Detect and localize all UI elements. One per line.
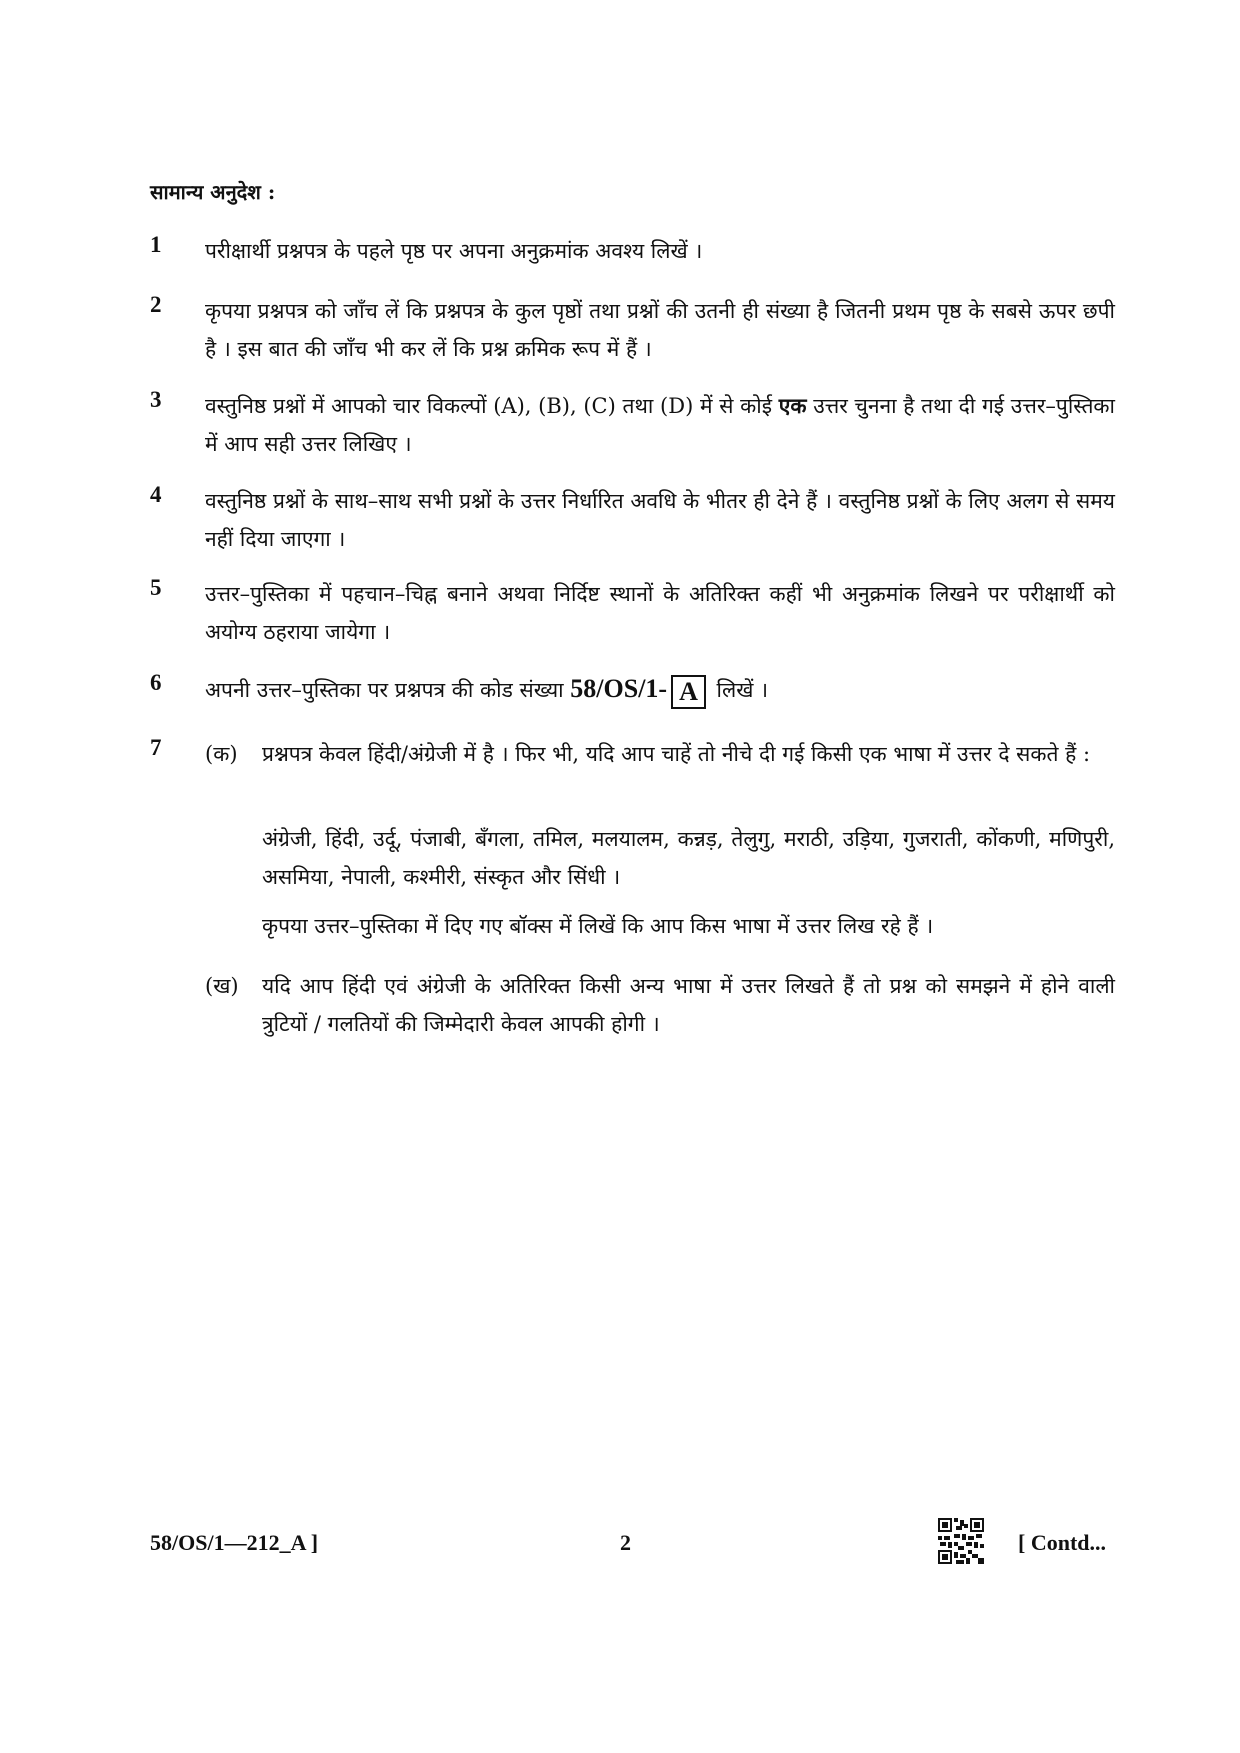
instruction-number: 5 <box>150 575 162 600</box>
instruction-text-part: लिखें । <box>709 678 769 702</box>
continued-label: [ Contd... <box>1018 1530 1107 1555</box>
language-note: कृपया उत्तर–पुस्तिका में दिए गए बॉक्स में लिखें कि आप किस भाषा में उत्तर लिख रहे हैं । <box>262 914 934 938</box>
instruction-number: 2 <box>150 292 162 317</box>
paper-code-footer: 58/OS/1—212_A ] <box>150 1530 319 1555</box>
instruction-text-part: अपनी उत्तर–पुस्तिका पर प्रश्नपत्र की कोड संख्या <box>205 678 571 702</box>
instruction-number: 7 <box>150 735 162 760</box>
question-paper-code: 58/OS/1- <box>570 674 668 703</box>
instruction-text-part: वस्तुनिष्ठ प्रश्नों में आपको चार विकल्पों (A), (B), (C) तथा (D) में से कोई <box>205 394 779 418</box>
instruction-text: परीक्षार्थी प्रश्नपत्र के पहले पृष्ठ पर अपना अनुक्रमांक अवश्य लिखें । <box>205 239 703 263</box>
instruction-number: 1 <box>150 232 162 257</box>
instruction-text <box>205 387 1115 463</box>
sub-instruction-label: (क) <box>205 742 238 766</box>
instruction-text: कृपया प्रश्नपत्र को जाँच लें कि प्रश्नपत्र के कुल पृष्ठों तथा प्रश्नों की उतनी ही संख्या है जितनी प्रथम पृष्ठ के सबसे ऊपर छपी है । इस बात की जाँच भी कर लें कि प्रश्न क्रमिक रूप में हैं । <box>205 299 1115 361</box>
sub-instruction-label: (ख) <box>205 974 239 998</box>
instruction-number: 6 <box>150 670 162 695</box>
sub-instruction-text: प्रश्नपत्र केवल हिंदी/अंग्रेजी में है । फिर भी, यदि आप चाहें तो नीचे दी गई किसी एक भाषा में उत्तर दे सकते हैं : <box>262 742 1091 766</box>
qr-code-icon <box>938 1518 984 1564</box>
language-list: अंग्रेजी, हिंदी, उर्दू, पंजाबी, बँगला, तमिल, मलयालम, कन्नड़, तेलुगु, मराठी, उड़िया, गुजराती, कोंकणी, मणिपुरी, असमिया, नेपाली, कश्मीरी, संस्कृत और सिंधी । <box>262 827 1115 889</box>
page-number: 2 <box>620 1530 631 1555</box>
instruction-text-part: उत्तर चुनना है तथा दी गई उत्तर–पुस्तिका में आप सही उत्तर लिखिए । <box>205 394 1115 456</box>
section-heading: सामान्य अनुदेश : <box>150 180 276 204</box>
instruction-number: 4 <box>150 482 162 507</box>
instruction-number: 3 <box>150 387 162 412</box>
question-paper-set-box: A <box>671 675 706 709</box>
instruction-text: उत्तर–पुस्तिका में पहचान–चिह्न बनाने अथवा निर्दिष्ट स्थानों के अतिरिक्त कहीं भी अनुक्रमांक लिखने पर परीक्षार्थी को अयोग्य ठहराया जायेगा । <box>205 582 1115 644</box>
instruction-text <box>205 670 1115 709</box>
instruction-text: वस्तुनिष्ठ प्रश्नों के साथ–साथ सभी प्रश्नों के उत्तर निर्धारित अवधि के भीतर ही देने हैं । वस्तुनिष्ठ प्रश्नों के लिए अलग से समय नहीं दिया जाएगा । <box>205 489 1115 551</box>
sub-instruction-text: यदि आप हिंदी एवं अंग्रेजी के अतिरिक्त किसी अन्य भाषा में उत्तर लिखते हैं तो प्रश्न को समझने में होने वाली त्रुटियों / गलतियों की जिम्मेदारी केवल आपकी होगी । <box>262 974 1115 1036</box>
instruction-emphasis: एक <box>778 393 807 418</box>
